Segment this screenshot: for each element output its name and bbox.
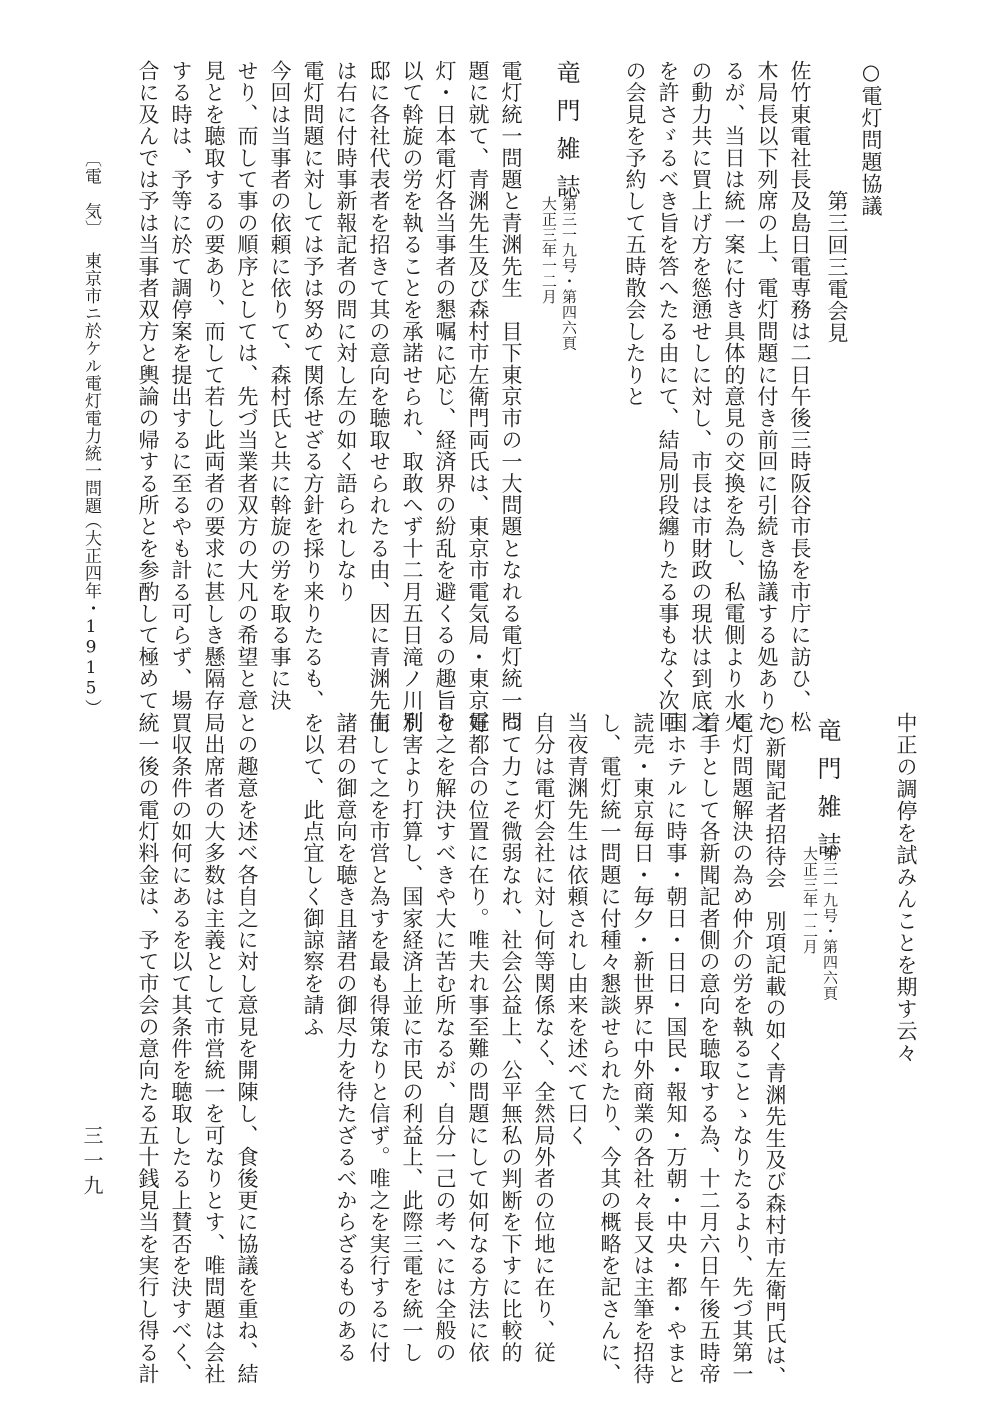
text-line: つて力こそ微弱なれ、社会公益上、公平無私の判断を下すに比較的 bbox=[499, 712, 523, 1363]
text-line: は右に付時事新報記者の問に対し左の如く語られしなり bbox=[334, 60, 358, 603]
text-line: を以て、此点宜しく御諒察を請ふ bbox=[301, 712, 325, 1038]
continuation-line: 中正の調停を試みんことを期す云々 bbox=[894, 712, 918, 1064]
text-line: 電灯問題解決の為め仲介の労を執ることゝなりたるより、先づ其第一 bbox=[730, 712, 754, 1385]
text-line: 着手として各新聞記者側の意向を聴取する為、十二月六日午後五時帝 bbox=[697, 712, 721, 1385]
article-title: ○電灯問題協議 bbox=[859, 60, 883, 217]
text-line: 合に及んでは予は当事者双方と輿論の帰する所とを参酌して極めて bbox=[136, 60, 160, 711]
text-line: り之を解決すべきや大に苦む所なるが、自分一己の考へには全般の bbox=[433, 712, 457, 1363]
issue-date: 大正三年一二月 bbox=[540, 196, 558, 305]
text-line: 局出席者の大多数は主義として市営統一を可なりとす、唯問題は会社 bbox=[202, 712, 226, 1385]
text-line: 灯・日本電灯各当事者の懇嘱に応じ、経済界の紛乱を避くるの趣旨を bbox=[433, 60, 457, 733]
article-subtitle: 第三回三電会見 bbox=[825, 190, 849, 344]
issue-number: 第三一九号・第四六頁 bbox=[821, 846, 839, 1001]
text-line: るが、当日は統一案に付き具体的意見の交換を為し、私電側より水火 bbox=[722, 60, 746, 733]
footer-label: 〔電 気〕 bbox=[81, 150, 101, 238]
page-number: 三一九 bbox=[80, 1125, 104, 1200]
text-line: 好都合の位置に在り。唯夫れ事至難の問題にして如何なる方法に依 bbox=[466, 712, 490, 1363]
text-line: 当夜青渊先生は依頼されし由来を述べて曰く bbox=[565, 712, 589, 1146]
text-line: の動力共に買上げ方を慫慂せしに対し、市長は市財政の現状は到底之 bbox=[689, 60, 713, 733]
text-line: との趣意を述べ各自之に対し意見を開陳し、食後更に協議を重ね、結 bbox=[235, 712, 259, 1385]
text-line: 佐竹東電社長及島日電専務は二日午後三時阪谷市長を市庁に訪ひ、松 bbox=[788, 60, 812, 733]
magazine-name: 竜門雑誌 bbox=[552, 60, 580, 212]
issue-number: 第三一九号・第四六頁 bbox=[560, 196, 578, 351]
text-line: 以て斡旋の労を執ることを承諾せられ、取敢へず十二月五日滝ノ川別 bbox=[400, 60, 424, 733]
text-line: を許さゞるべき旨を答へたる由にて、結局別段纏りたる事もなく次回 bbox=[656, 60, 680, 733]
text-line: 而して之を市営と為すを最も得策なりと信ず。唯之を実行するに付 bbox=[367, 712, 391, 1363]
text-line: ○新聞記者招待会 別項記載の如く青渊先生及び森村市左衛門氏は、 bbox=[763, 712, 787, 1388]
text-line: 邸に各社代表者を招きて其の意向を聴取せられたる由、因に青渊先生 bbox=[367, 60, 391, 733]
footer-title: 東京市ニ於ケル電灯電力統一問題 bbox=[81, 252, 101, 515]
text-line: 国ホテルに時事・朝日・日日・国民・報知・万朝・中央・都・やまと bbox=[664, 712, 688, 1385]
issue-date: 大正三年一二月 bbox=[801, 846, 819, 955]
text-line: 諸君の御意向を聴き且諸君の御尽力を待たざるべからざるものある bbox=[334, 712, 358, 1363]
text-line: 今回は当事者の依頼に依りて、森村氏と共に斡旋の労を取る事に決 bbox=[268, 60, 292, 712]
footer-era: （大正四年・1915） bbox=[81, 512, 101, 717]
text-line: 電灯統一問題と青渊先生 目下東京市の一大問題となれる電灯統一問 bbox=[499, 60, 523, 733]
text-line: せり、而して事の順序としては、先づ当業者双方の大凡の希望と意 bbox=[235, 60, 259, 711]
text-line: 題に就て、青渊先生及び森村市左衛門両氏は、東京市電気局・東京電 bbox=[466, 60, 490, 733]
text-line: する時は、予等に於て調停案を提出するに至るやも計る可らず、場 bbox=[169, 60, 193, 711]
text-line: 電灯問題に対しては予は努めて関係せざる方針を採り来りたるも、 bbox=[301, 60, 325, 711]
text-line: し、電灯統一問題に付種々懇談せられたり、今其の概略を記さんに、 bbox=[598, 712, 622, 1385]
magazine-name: 竜門雑誌 bbox=[813, 718, 841, 870]
text-line: 利害より打算し、国家経済上並に市民の利益上、此際三電を統一し bbox=[400, 712, 424, 1363]
text-line: 統一後の電灯料金は、予て市会の意向たる五十銭見当を実行し得る計 bbox=[136, 712, 160, 1385]
text-line: 自分は電灯会社に対し何等関係なく、全然局外者の位地に在り、従 bbox=[532, 712, 556, 1364]
text-line: の会見を予約して五時散会したりと bbox=[623, 60, 647, 408]
text-line: 読売・東京毎日・毎夕・新世界に中外商業の各社々長又は主筆を招待 bbox=[631, 712, 655, 1385]
text-line: 木局長以下列席の上、電灯問題に付き前回に引続き協議する処ありた bbox=[755, 60, 779, 733]
text-line: 買収条件の如何にあるを以て其条件を聴取したる上賛否を決すべく、 bbox=[169, 712, 193, 1385]
text-line: 見とを聴取するの要あり、而して若し此両者の要求に甚しき懸隔存 bbox=[202, 60, 226, 711]
